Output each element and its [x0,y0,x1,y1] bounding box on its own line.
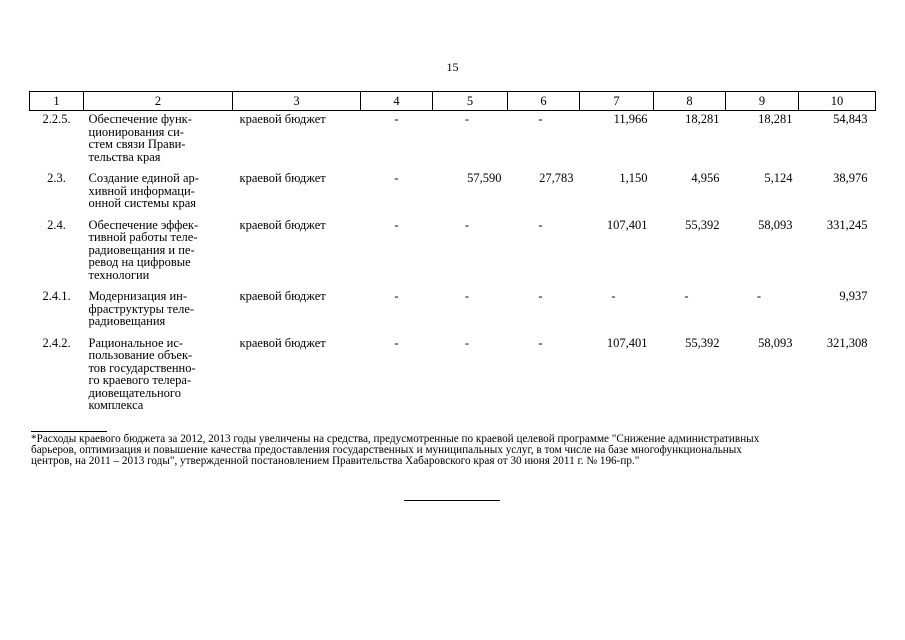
cell-col4: - [394,171,399,185]
cell-col5: 57,590 [467,171,502,185]
measure-name [84,111,233,171]
column-header: 3 [233,92,361,111]
measure-name-line: комплекса [88,398,144,412]
cell-col4: - [394,335,399,350]
row-number: 2.4. [47,217,66,232]
table-row [30,288,876,335]
funding-source: краевой бюджет [239,217,326,232]
column-header: 8 [654,92,726,111]
footnote-line: барьеров, оптимизация и повышение качества предоставления государственных и муниципальных услуг, в том числе на базе многофункциональных [31,444,742,456]
measure-name-line: Рациональное ис- [88,335,184,350]
cell-col9: - [756,289,762,303]
funding-source: краевой бюджет [239,171,326,185]
measure-name-line: фраструктуры теле- [88,301,195,316]
cell-col7: - [611,289,616,303]
table-header-row [30,92,876,111]
cell-col4: - [394,217,399,232]
measure-name-line: Обеспечение эффек- [88,217,199,232]
cell-col7: 107,401 [606,335,648,350]
cell-col5: - [464,112,470,126]
measure-name-line: тов государственно- [88,360,196,375]
table-row [30,335,876,419]
measure-name-line: хивной информаци- [88,183,195,198]
measure-name-line: технологии [88,267,150,282]
row-number: 2.3. [47,171,66,185]
row-number: 2.2.5. [42,112,71,126]
measure-name-line: Модернизация ин- [88,289,188,303]
cell-col6: - [538,112,543,126]
cell-col4: - [394,289,399,303]
measure-name-line: радиовещания и пе- [88,242,195,257]
cell-col10: 38,976 [833,171,868,185]
measure-name-line: тельства края [88,149,161,164]
column-header: 1 [30,92,84,111]
measure-name-line: ревод на цифровые [88,255,191,269]
budget-table [29,91,876,419]
measure-name [84,335,233,419]
column-header: 2 [84,92,233,111]
cell-col5: - [464,217,470,232]
cell-col7: 107,401 [606,217,648,232]
cell-col10: 331,245 [826,217,868,232]
cell-col10: 321,308 [826,335,868,350]
measure-name [84,217,233,289]
cell-col10: 54,843 [833,112,868,126]
measure-name-line: Обеспечение функ- [88,112,192,126]
footnote-line: *Расходы краевого бюджета за 2012, 2013 годы увеличены на средства, предусмотренные по краевой целевой программе "Снижение административных [31,433,760,445]
end-divider [404,500,500,501]
cell-col8: 55,392 [685,335,720,350]
cell-col6: - [538,335,543,350]
measure-name-line: радиовещания [88,314,166,328]
table-row [30,111,876,171]
cell-col8: 4,956 [691,171,720,185]
cell-col8: 55,392 [685,217,720,232]
cell-col9: 18,281 [758,112,793,126]
cell-col7: 1,150 [619,171,648,185]
cell-col7: 11,966 [613,112,648,126]
row-number: 2.4.1. [42,289,71,303]
measure-name-line: Создание единой ар- [88,171,199,185]
column-header: 10 [799,92,876,111]
cell-col5: - [464,289,470,303]
cell-col6: - [538,217,543,232]
table-row [30,217,876,289]
measure-name [84,288,233,335]
measure-name-line: ционирования си- [88,124,184,139]
footnote-divider [31,431,107,432]
measure-name-line: тивной работы теле- [88,230,198,244]
page-number: 15 [446,60,459,74]
column-header: 4 [361,92,433,111]
funding-source: краевой бюджет [239,289,326,303]
funding-source: краевой бюджет [239,335,326,350]
measure-name-line: го краевого телера- [88,373,192,387]
column-header: 5 [433,92,508,111]
footnote [31,434,877,467]
measure-name-line: онной системы края [88,196,197,210]
cell-col5: - [464,335,470,350]
cell-col8: - [684,289,689,303]
cell-col9: 58,093 [758,335,793,350]
table-row [30,170,876,217]
measure-name-line: диовещательного [88,385,181,400]
cell-col10: 9,937 [839,289,868,303]
cell-col9: 5,124 [764,171,793,185]
cell-col8: 18,281 [685,112,720,126]
funding-source: краевой бюджет [239,112,326,126]
measure-name [84,170,233,217]
cell-col6: 27,783 [539,171,574,185]
footnote-line: центров, на 2011 – 2013 годы", утвержденной постановлением Правительства Хабаровского края от 30 июня 2011 г. № 196-пр." [31,455,640,467]
measure-name-line: пользование объек- [88,348,193,362]
cell-col4: - [394,112,399,126]
cell-col9: 58,093 [758,217,793,232]
measure-name-line: стем связи Прави- [88,137,186,151]
column-header: 7 [580,92,654,111]
column-header: 6 [508,92,580,111]
row-number: 2.4.2. [42,335,71,350]
cell-col6: - [538,289,543,303]
column-header: 9 [726,92,799,111]
